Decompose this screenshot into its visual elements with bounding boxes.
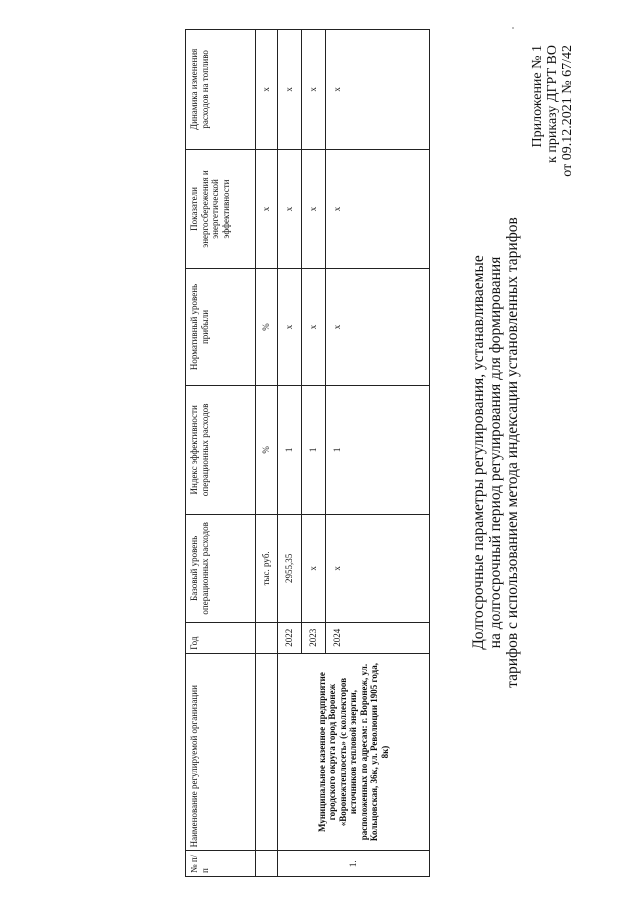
year-cell: 2023 [302,622,326,653]
appendix-line-3: от 09.12.2021 № 67/42 [560,45,575,177]
table-header-row [186,30,256,877]
base-cell: 2955,35 [278,514,302,622]
appendix-line-1: Приложение № 1 [530,45,545,148]
index-cell: 1 [278,385,302,514]
year-cell: 2022 [278,622,302,653]
table-row [278,30,302,877]
header-fuel: Динамика изменения расходов на топливо [186,30,256,150]
header-energy: Показатели энергосбережения и энергетической эффективности [186,149,256,269]
header-profit: Нормативный уровень прибыли [186,269,256,385]
year-cell: 2024 [326,622,430,653]
appendix-note [530,45,575,177]
parameters-table [185,29,430,877]
fuel-cell: х [278,30,302,150]
header-org: Наименование регулируемой организации [186,653,256,851]
energy-cell: х [278,149,302,269]
base-cell: х [302,514,326,622]
profit-cell: х [326,269,430,385]
unit-fuel: х [256,30,278,150]
organization-name: Муниципальное казенное предприятие городского округа город Воронеж «Воронежтеплосеть» (с коллекторов источников тепловой энергии, расположенных по адресам: г. Воронеж, ул. Кольцовская, 36к, ул. Революции 1905 года, 8к) [278,653,430,851]
table-units-row [256,30,278,877]
header-index: Индекс эффективности операционных расходов [186,385,256,514]
unit-index: % [256,385,278,514]
index-cell: 1 [326,385,430,514]
energy-cell: х [326,149,430,269]
row-number: 1. [278,851,430,877]
unit-energy: х [256,149,278,269]
appendix-line-2: к приказу ДГРТ ВО [545,45,560,163]
header-num: № п/п [186,851,256,877]
title-line-3: тарифов с использованием метода индексации установленных тарифов [504,217,521,688]
unit-base: тыс. руб. [256,514,278,622]
document-title [470,0,521,905]
unit-profit: % [256,269,278,385]
base-cell: х [326,514,430,622]
header-year: Год [186,622,256,653]
fuel-cell: х [302,30,326,150]
energy-cell: х [302,149,326,269]
profit-cell: х [278,269,302,385]
index-cell: 1 [302,385,326,514]
title-line-2: на долгосрочный период регулирования для формирования [487,256,504,649]
title-line-1: Долгосрочные параметры регулирования, устанавливаемые [470,255,487,650]
fuel-cell: х [326,30,430,150]
header-base: Базовый уровень операционных расходов [186,514,256,622]
profit-cell: х [302,269,326,385]
